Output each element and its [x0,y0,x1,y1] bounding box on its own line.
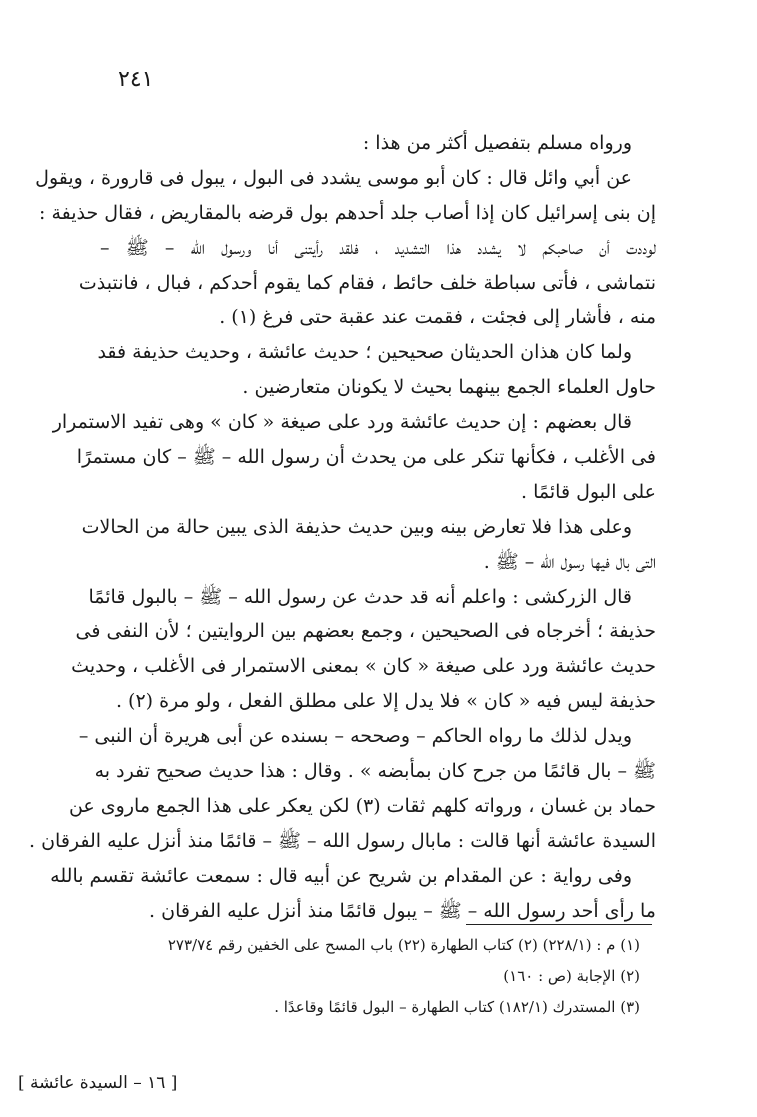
paragraph-line: فى الأغلب ، فكأنها تنكر على من يحدث أن رسول الله – ﷺ – كان مستمرًا [76,446,656,469]
paragraph-line: التى بال فيها رسول الله – ﷺ . [483,550,656,573]
paragraph-line: نتماشى ، فأتى سباطة خلف حائط ، فقام كما يقوم أحدكم ، فبال ، فانتبذت [78,271,656,294]
paragraph-line: على البول قائمًا . [521,480,656,503]
paragraph-line: وعلى هذا فلا تعارض بينه وبين حديث حذيفة الذى يبين حالة من الحالات [81,515,632,538]
paragraph-line: ويدل لذلك ما رواه الحاكم – وصححه – بسنده عن أبى هريرة أن النبى – [78,725,632,748]
paragraph-line: حديث عائشة ورد على صيغة « كان » بمعنى الاستمرار فى الأغلب ، وحديث [71,655,656,678]
paragraph-line: حذيفة ليس فيه « كان » فلا يدل إلا على مطلق الفعل ، ولو مرة (٢) . [115,690,656,713]
paragraph-line: قال الزركشى : واعلم أنه قد حدث عن رسول الله – ﷺ – بالبول قائمًا [88,585,632,608]
paragraph-line: ما رأى أحد رسول الله – ﷺ – يبول قائمًا منذ أنزل عليه الفرقان . [149,899,656,922]
paragraph-line: عن أبي وائل قال : كان أبو موسى يشدد فى البول ، يبول فى قارورة ، ويقول [35,166,632,189]
paragraph-line: منه ، فأشار إلى فجئت ، فقمت عند عقبة حتى فرغ (١) . [219,306,656,329]
signature-label: [ ١٦ – السيدة عائشة ] [18,1073,178,1093]
paragraph-line: قال بعضهم : إن حديث عائشة ورد على صيغة « كان » وهى تفيد الاستمرار [52,411,632,434]
paragraph-line: ﷺ – بال قائمًا من جرح كان بمأبضه » . وقال : هذا حديث صحيح تفرد به [94,760,656,783]
body-text [29,126,656,928]
paragraph-line: حاول العلماء الجمع بينهما بحيث لا يكونان متعارضين . [242,376,656,399]
paragraph-line: حذيفة ؛ أخرجاه فى الصحيحين ، وجمع بعضهم بين الروايتين ؛ لأن النفى فى [75,620,656,643]
footnote: (٢) الإجابة (ص : ١٦٠) [503,967,640,985]
paragraph-line: إن بنى إسرائيل كان إذا أصاب جلد أحدهم بول قرضه بالمقاريض ، فقال حذيفة : [39,201,656,224]
footnote: (٣) المستدرك (١٨٢/١) كتاب الطهارة – البول قائمًا وقاعدًا . [274,998,640,1016]
footnotes [140,930,640,1023]
footnote-divider [466,924,652,925]
paragraph-line: السيدة عائشة أنها قالت : مابال رسول الله – ﷺ – قائمًا منذ أنزل عليه الفرقان . [29,829,656,852]
footnote: (١) م : (٢٢٨/١) (٢) كتاب الطهارة (٢٢) باب المسح على الخفين رقم ٢٧٣/٧٤ [167,936,640,954]
paragraph-line: لوددت أن صاحبكم لا يشدد هذا التشديد ، فلقد رأيتنى أنا ورسول الله – ﷺ – [100,236,656,259]
paragraph-line: ولما كان هذان الحديثان صحيحين ؛ حديث عائشة ، وحديث حذيفة فقد [97,341,632,364]
paragraph-line: حماد بن غسان ، ورواته كلهم ثقات (٣) لكن يعكر على هذا الجمع ماروى عن [68,794,656,817]
page-number: ٢٤١ [118,67,154,92]
paragraph-line: وفى رواية : عن المقدام بن شريح عن أبيه قال : سمعت عائشة تقسم بالله [50,864,632,887]
paragraph-line: ورواه مسلم بتفصيل أكثر من هذا : [362,132,632,154]
